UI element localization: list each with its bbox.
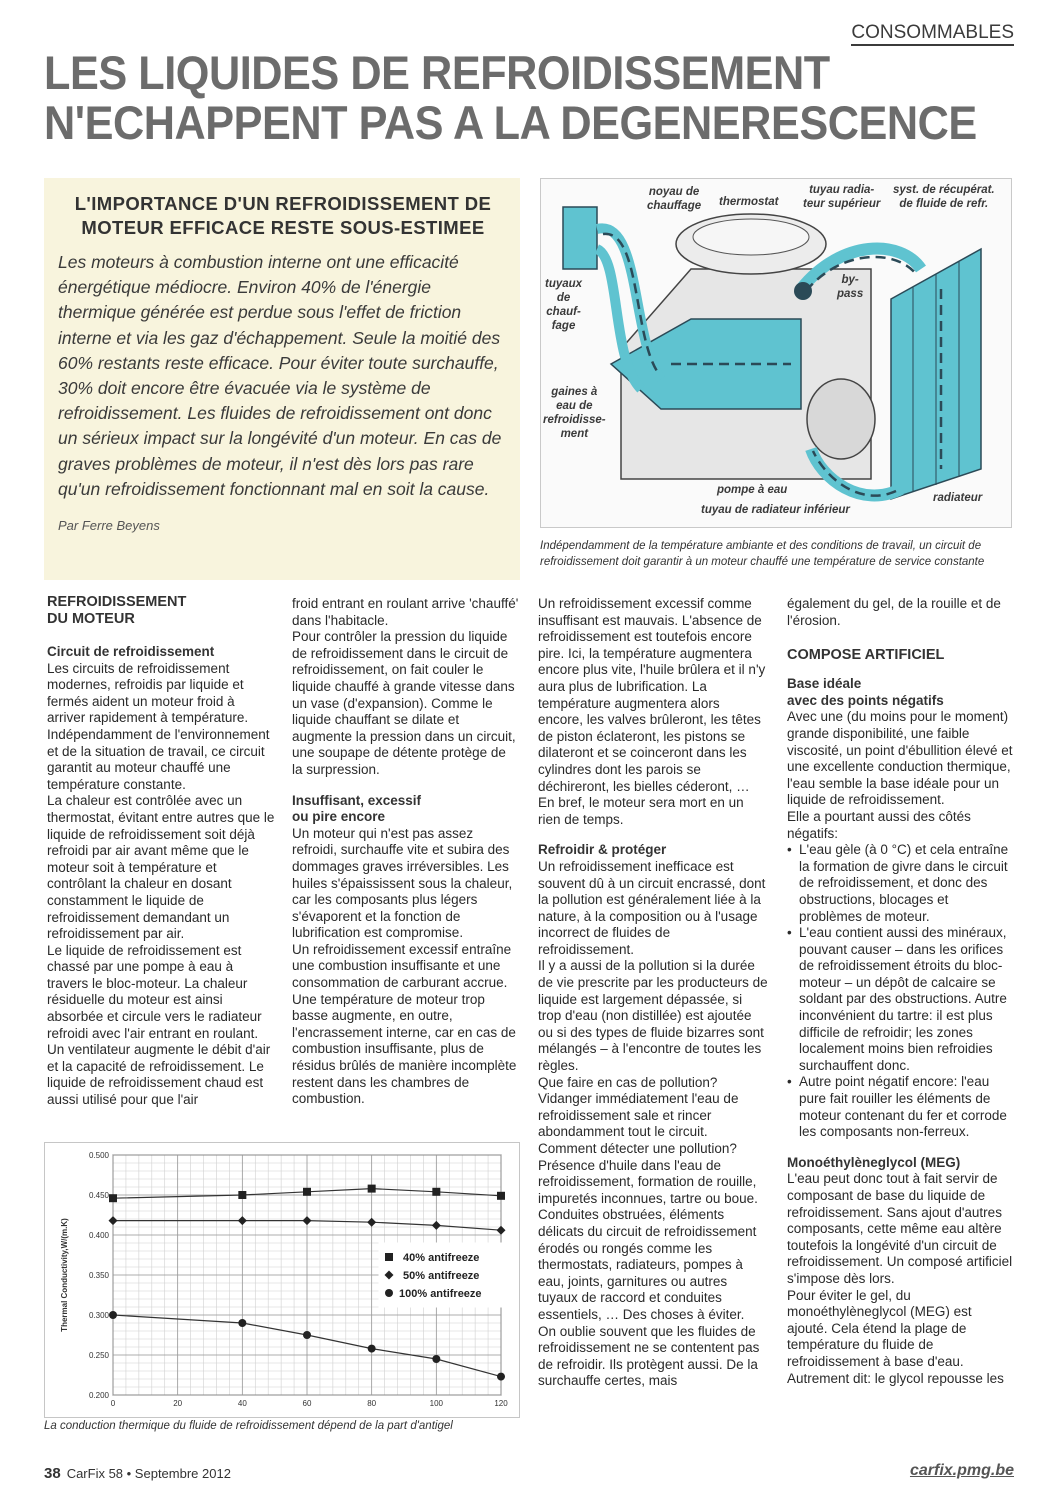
data-point (368, 1345, 376, 1353)
intro-heading: L'IMPORTANCE D'UN REFROIDISSEMENT DE MOTEUR EFFICACE RESTE SOUS-ESTIMEE (74, 193, 492, 238)
page-title-line-1: LES LIQUIDES DE REFROIDISSEMENT (44, 46, 830, 99)
data-point (238, 1191, 246, 1199)
bullet-item: • L'eau gèle (à 0 °C) et cela entraîne la formation de givre dans le circuit de refroidissement, et donc des obstructions, blocages et problèmes de moteur. (787, 842, 1013, 925)
y-tick-label: 0.500 (88, 1151, 109, 1160)
subheading: Refroidir & protéger (538, 842, 667, 858)
paragraph: Pour éviter le gel, du monoéthylèneglycol (MEG) est ajouté. Cela étend la plage de température du fluide de refroidissement à base d'eau. Autrement dit: le glycol repousse les (787, 1287, 1004, 1386)
chart-caption: La conduction thermique du fluide de refroidissement dépend de la part d'antigel (44, 1420, 453, 1432)
section-tag: CONSOMMABLES (851, 22, 1014, 46)
paragraph: L'eau peut donc tout à fait servir de composant de base du liquide de refroidissement. Sans ajout d'autres composants, cette même eau altère toutefois la longévité d'un circuit de refroidissement. Un composé artificiel s'impose dès lors. (787, 1171, 1013, 1286)
author-byline: Par Ferre Beyens (58, 518, 160, 534)
paragraph: également du gel, de la rouille et de l'érosion. (787, 596, 1001, 628)
y-tick-label: 0.300 (88, 1311, 109, 1320)
label-bypass: by- pass (837, 274, 864, 300)
diagram-caption: Indépendamment de la température ambiante et des conditions de travail, un circuit de refroidissement doit garantir à un moteur chauffé une température de service constante (540, 540, 985, 568)
label-lower-hose: tuyau de radiateur inférieur (701, 504, 850, 516)
column-4 (787, 596, 1013, 1387)
data-point (432, 1355, 440, 1363)
paragraph: Avec une (du moins pour le moment) grande disponibilité, une faible viscosité, un point d'ébullition élevé et une excellente conduction thermique, l'eau semble la base idéale pour un liquide de refroidissement. (787, 709, 1013, 808)
paragraph: Comment détecter une pollution? Présence d'huile dans l'eau de refroidissement, formation de rouille, impuretés inconnues, tartre ou boue. Conduites obstruées, éléments délicats du circuit de refroidissement érodés ou rongés comme les thermostats, radiateurs, pompes à eau, joints, garnitures ou autres tuyaux de raccord et conduites essentiels, … Des choses à éviter. (538, 1141, 758, 1322)
section-heading: REFROIDISSEMENT DU MOTEUR (47, 594, 187, 627)
label-water-pump: pompe à eau (717, 484, 788, 496)
subheading: Insuffisant, excessif ou pire encore (292, 792, 422, 825)
cooling-system-diagram (540, 178, 1012, 528)
data-point (497, 1192, 505, 1200)
paragraph: froid entrant en roulant arrive 'chauffé' dans l'habitacle. (292, 596, 519, 628)
x-tick-label: 120 (494, 1399, 508, 1408)
paragraph: Le liquide de refroidissement est chassé par une pompe à eau à travers le bloc-moteur. La chaleur résiduelle du moteur est ainsi absorbée et circule vers le radiateur refroidi avec l'air entrant en roulant. Un ventilateur augmente le débit d'air et la capacité de refroidissement. Le liquide de refroidissement chaud est aussi utilisé pour que l'air (47, 942, 271, 1108)
air-filter-top (693, 219, 809, 255)
legend-marker (385, 1289, 393, 1297)
data-point (497, 1373, 505, 1381)
bullet-list (787, 842, 1013, 1141)
data-point (368, 1185, 376, 1193)
label-heater-core: noyau de chauffage (647, 186, 702, 212)
y-tick-label: 0.250 (88, 1351, 109, 1360)
data-point (109, 1216, 118, 1225)
x-tick-label: 0 (110, 1399, 116, 1408)
data-point (238, 1319, 246, 1327)
column-3 (538, 596, 768, 1390)
paragraph: La chaleur est contrôlée avec un thermostat, évitant entre autres que le liquide de refroidissement soit déjà refroidi par air avant même que le moteur soit à température et contrôlant la chaleur en dosant constamment le liquide de refroidissement demandant un refroidissement par air. (47, 793, 275, 942)
data-point (432, 1221, 441, 1230)
thermal-conductivity-chart (44, 1142, 520, 1418)
data-point (303, 1188, 311, 1196)
label-thermostat: thermostat (719, 196, 779, 208)
subheading: Base idéale avec des points négatifs (787, 676, 944, 708)
data-point (109, 1194, 117, 1202)
intro-box (44, 178, 520, 580)
paragraph: Un moteur qui n'est pas assez refroidi, surchauffe vite et subira des dommages graves irréversibles. Les huiles s'épaississent sous la chaleur, car les composants plus légers s'évaporent et la fonction de lubrification est compromise. (292, 825, 513, 941)
paragraph: Il y a aussi de la pollution si la durée de vie prescrite par les producteurs de liquide est largement dépassée, si trop d'eau (non distillée) est ajoutée ou si des types de fluide bizarres sont mélangés – à l'encontre de toutes les règles. (538, 958, 768, 1074)
bullet-item: • L'eau contient aussi des minéraux, pouvant causer – dans les orifices de refroidissement étroits du bloc-moteur – un dépôt de calcaire se soldant par des obstructions. Autre inconvénient du tartre: il est plus difficile de refroidir; les zones localement moins bien refroidies surchauffent donc. (787, 925, 1013, 1074)
engine-illustration (541, 179, 1012, 528)
paragraph: Les circuits de refroidissement modernes, refroidis par liquide et fermés aident un moteur froid à arriver rapidement à température. Indépendamment de l'environnement et de la situation de travail, ce circuit garantit au moteur chauffé une température constante. (47, 660, 270, 792)
paragraph: Un refroidissement excessif entraîne une combustion insuffisante et une consommation de carburant accrue. Une température de moteur trop basse augmente, en outre, l'encrassement interne, car en cas de combustion insuffisante, plus de résidus brûlés de manière incomplète restent dans les chambres de combustion. (292, 941, 517, 1107)
chart-svg (45, 1143, 519, 1417)
label-upper-hose: tuyau radia- teur supérieur (803, 184, 881, 210)
legend-marker (385, 1253, 393, 1261)
paragraph: Pour contrôler la pression du liquide de refroidissement dans le circuit de refroidissement, on fait couler le liquide chauffé à grande vitesse dans un vase (d'expansion). Comme le liquide chauffant se dilate et augmente la pression dans un circuit, une soupape de détente protège de la surpression. (292, 629, 516, 777)
y-tick-label: 0.200 (88, 1391, 109, 1400)
page-title-line-2: N'ECHAPPENT PAS A LA DEGENERESCENCE (44, 96, 977, 149)
heater-core (563, 207, 597, 269)
intro-text: Les moteurs à combustion interne ont une efficacité énergétique médiocre. Environ 40% de l'énergie thermique générée est perdue sous l'effet de friction interne et via les gaz d'échappement. Seule la moitié des 60% restants reste efficace. Pour éviter toute surchauffe, 30% doit encore être évacuée via le système de refroidissement. Les fluides de refroidissement ont donc un sérieux impact sur la longévité d'un moteur. En cas de graves problèmes de moteur, il n'est dès lors pas rare qu'un refroidissement fonctionnant mal en soit la cause. (58, 252, 502, 499)
label-heater-hoses: tuyaux de chauf- fage (545, 278, 583, 332)
paragraph: Un refroidissement excessif comme insuffisant est mauvais. L'absence de refroidissement est toutefois encore pire. Ici, la température augmentera encore plus vite, l'huile brûlera et il n'y aura plus de lubrification. La température augmentera alors encore, les valves brûleront, les têtes de piston éclateront, les pistons se dilateront et se coinceront dans les cylindres dont les parois se déchireront, les bielles céderont, … En bref, le moteur sera mort en un rien de temps. (538, 596, 766, 827)
paragraph: On oublie souvent que les fluides de refroidissement ne se contentent pas de refroidir. Ils protègent aussi. De la surchauffe certes, mais (538, 1323, 760, 1389)
legend-label: 100% antifreeze (399, 1288, 482, 1300)
data-point (109, 1311, 117, 1319)
label-water-jackets: gaines à eau de refroidisse- ment (543, 386, 606, 440)
legend-label: 50% antifreeze (403, 1270, 480, 1282)
x-tick-label: 60 (302, 1399, 312, 1408)
pulley (807, 379, 875, 459)
thermostat-part (794, 282, 812, 300)
column-2 (292, 596, 520, 1108)
data-point (432, 1188, 440, 1196)
issue-info: CarFix 58 • Septembre 2012 (66, 1466, 231, 1481)
paragraph: Elle a pourtant aussi des côtés négatifs: (787, 808, 971, 841)
paragraph: Un refroidissement inefficace est souvent dû à un circuit encrassé, dont la pollution est généralement liée à la nature, à la composition ou à l'usage incorrect de fluides de refroidissement. (538, 858, 766, 957)
label-recovery-system: syst. de récupérat. de fluide de refr. (893, 184, 995, 210)
subheading: Monoéthylèneglycol (MEG) (787, 1154, 961, 1170)
data-point (303, 1331, 311, 1339)
website-link[interactable]: carfix.pmg.be (909, 1462, 1014, 1479)
legend-label: 40% antifreeze (403, 1252, 480, 1264)
paragraph: Que faire en cas de pollution? Vidanger immédiatement l'eau de refroidissement sale et rincer abondamment tout le circuit. (538, 1074, 739, 1140)
y-tick-label: 0.400 (88, 1231, 109, 1240)
page-number: 38 (44, 1465, 61, 1482)
y-tick-label: 0.350 (88, 1271, 109, 1280)
footer-issue (44, 1465, 231, 1482)
bullet-item: • Autre point négatif encore: l'eau pure fait rouiller les éléments de moteur contenant du fer et corrode les composants non-ferreux. (787, 1074, 1013, 1140)
x-tick-label: 20 (173, 1399, 183, 1408)
data-point (238, 1216, 247, 1225)
x-tick-label: 100 (429, 1399, 444, 1408)
y-tick-label: 0.450 (88, 1191, 109, 1200)
x-tick-label: 40 (237, 1399, 247, 1408)
section-heading: COMPOSE ARTIFICIEL (787, 647, 945, 664)
subheading: Circuit de refroidissement (47, 644, 215, 659)
y-axis-label: Thermal Conductivity,W/(m.K) (60, 1218, 69, 1332)
page-title (44, 46, 977, 149)
x-tick-label: 80 (367, 1399, 377, 1408)
column-1 (47, 594, 275, 1109)
label-radiator: radiateur (933, 492, 983, 504)
data-point (303, 1216, 312, 1225)
